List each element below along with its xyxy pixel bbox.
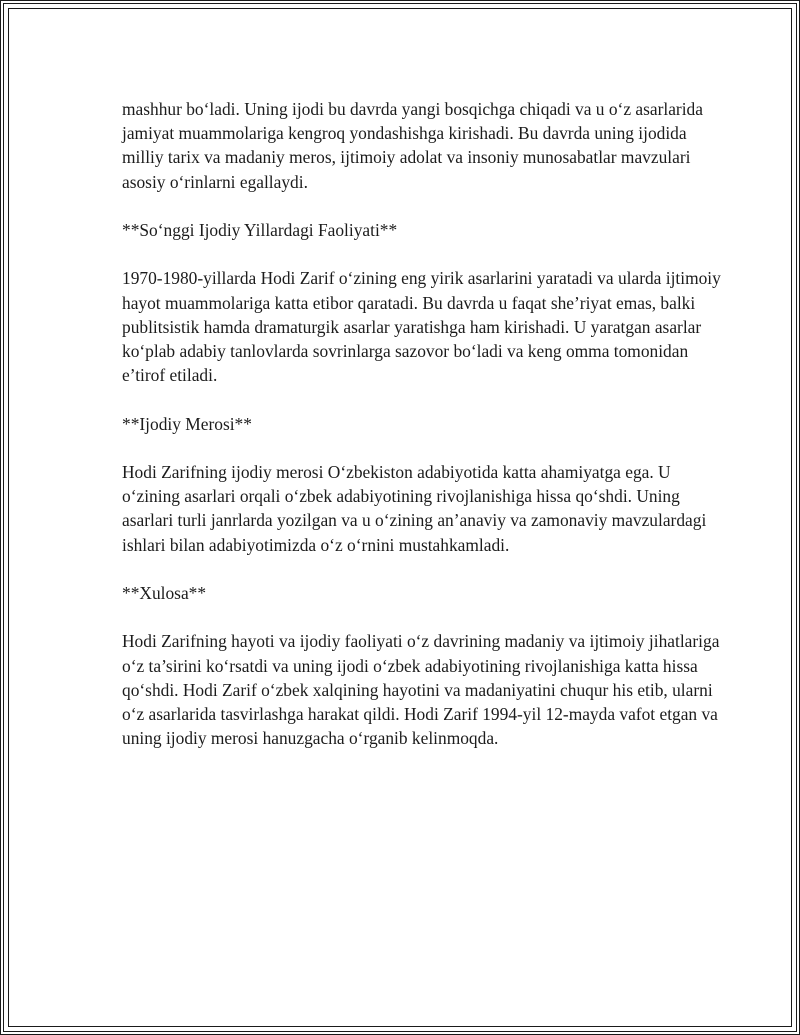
paragraph-continuation: mashhur bo‘ladi. Uning ijodi bu davrda yangi bosqichga chiqadi va u o‘z asarlarida jamiyat muammolariga kengroq yondashishga kirishadi. Bu davrda uning ijodida milliy tarix va madaniy meros, ijtimoiy adolat va insoniy munosabatlar mavzulari asosiy o‘rinlarni egallaydi.	[122, 99, 703, 192]
section-heading-later-years: **So‘nggi Ijodiy Yillardagi Faoliyati**	[122, 220, 398, 240]
section-heading-legacy: **Ijodiy Merosi**	[122, 413, 252, 434]
section-heading-conclusion: **Xulosa**	[122, 582, 207, 603]
document-body	[122, 97, 722, 775]
paragraph-later-years: 1970-1980-yillarda Hodi Zarif o‘zining eng yirik asarlarini yaratadi va ularda ijtimoiy hayot muammolariga katta etibor qaratadi. Bu davrda u faqat she’riyat emas, balki publitsistik hamda dramaturgik asarlar yaratishga ham kirishadi. U yaratgan asarlar ko‘plab adabiy tanlovlarda sovrinlarga sazovor bo‘ladi va keng omma tomonidan e’tirof etiladi.	[122, 268, 721, 386]
paragraph-conclusion: Hodi Zarifning hayoti va ijodiy faoliyati o‘z davrining madaniy va ijtimoiy jihatlariga o‘z ta’sirini ko‘rsatdi va uning ijodi o‘zbek adabiyotining rivojlanishiga katta hissa qo‘shdi. Hodi Zarif o‘zbek xalqining hayotini va madaniyatini chuqur his etib, ularni o‘z asarlarida tasvirlashga harakat qildi. Hodi Zarif 1994-yil 12-mayda vafot etgan va uning ijodiy merosi hanuzgacha o‘rganib kelinmoqda.	[122, 631, 720, 749]
paragraph-legacy: Hodi Zarifning ijodiy merosi O‘zbekiston adabiyotida katta ahamiyatga ega. U o‘zining asarlari orqali o‘zbek adabiyotining rivojlanishiga hissa qo‘shdi. Uning asarlari turli janrlarda yozilgan va u o‘zining an’anaviy va zamonaviy mavzulardagi ishlari bilan adabiyotimizda o‘z o‘rnini mustahkamladi.	[122, 461, 707, 555]
